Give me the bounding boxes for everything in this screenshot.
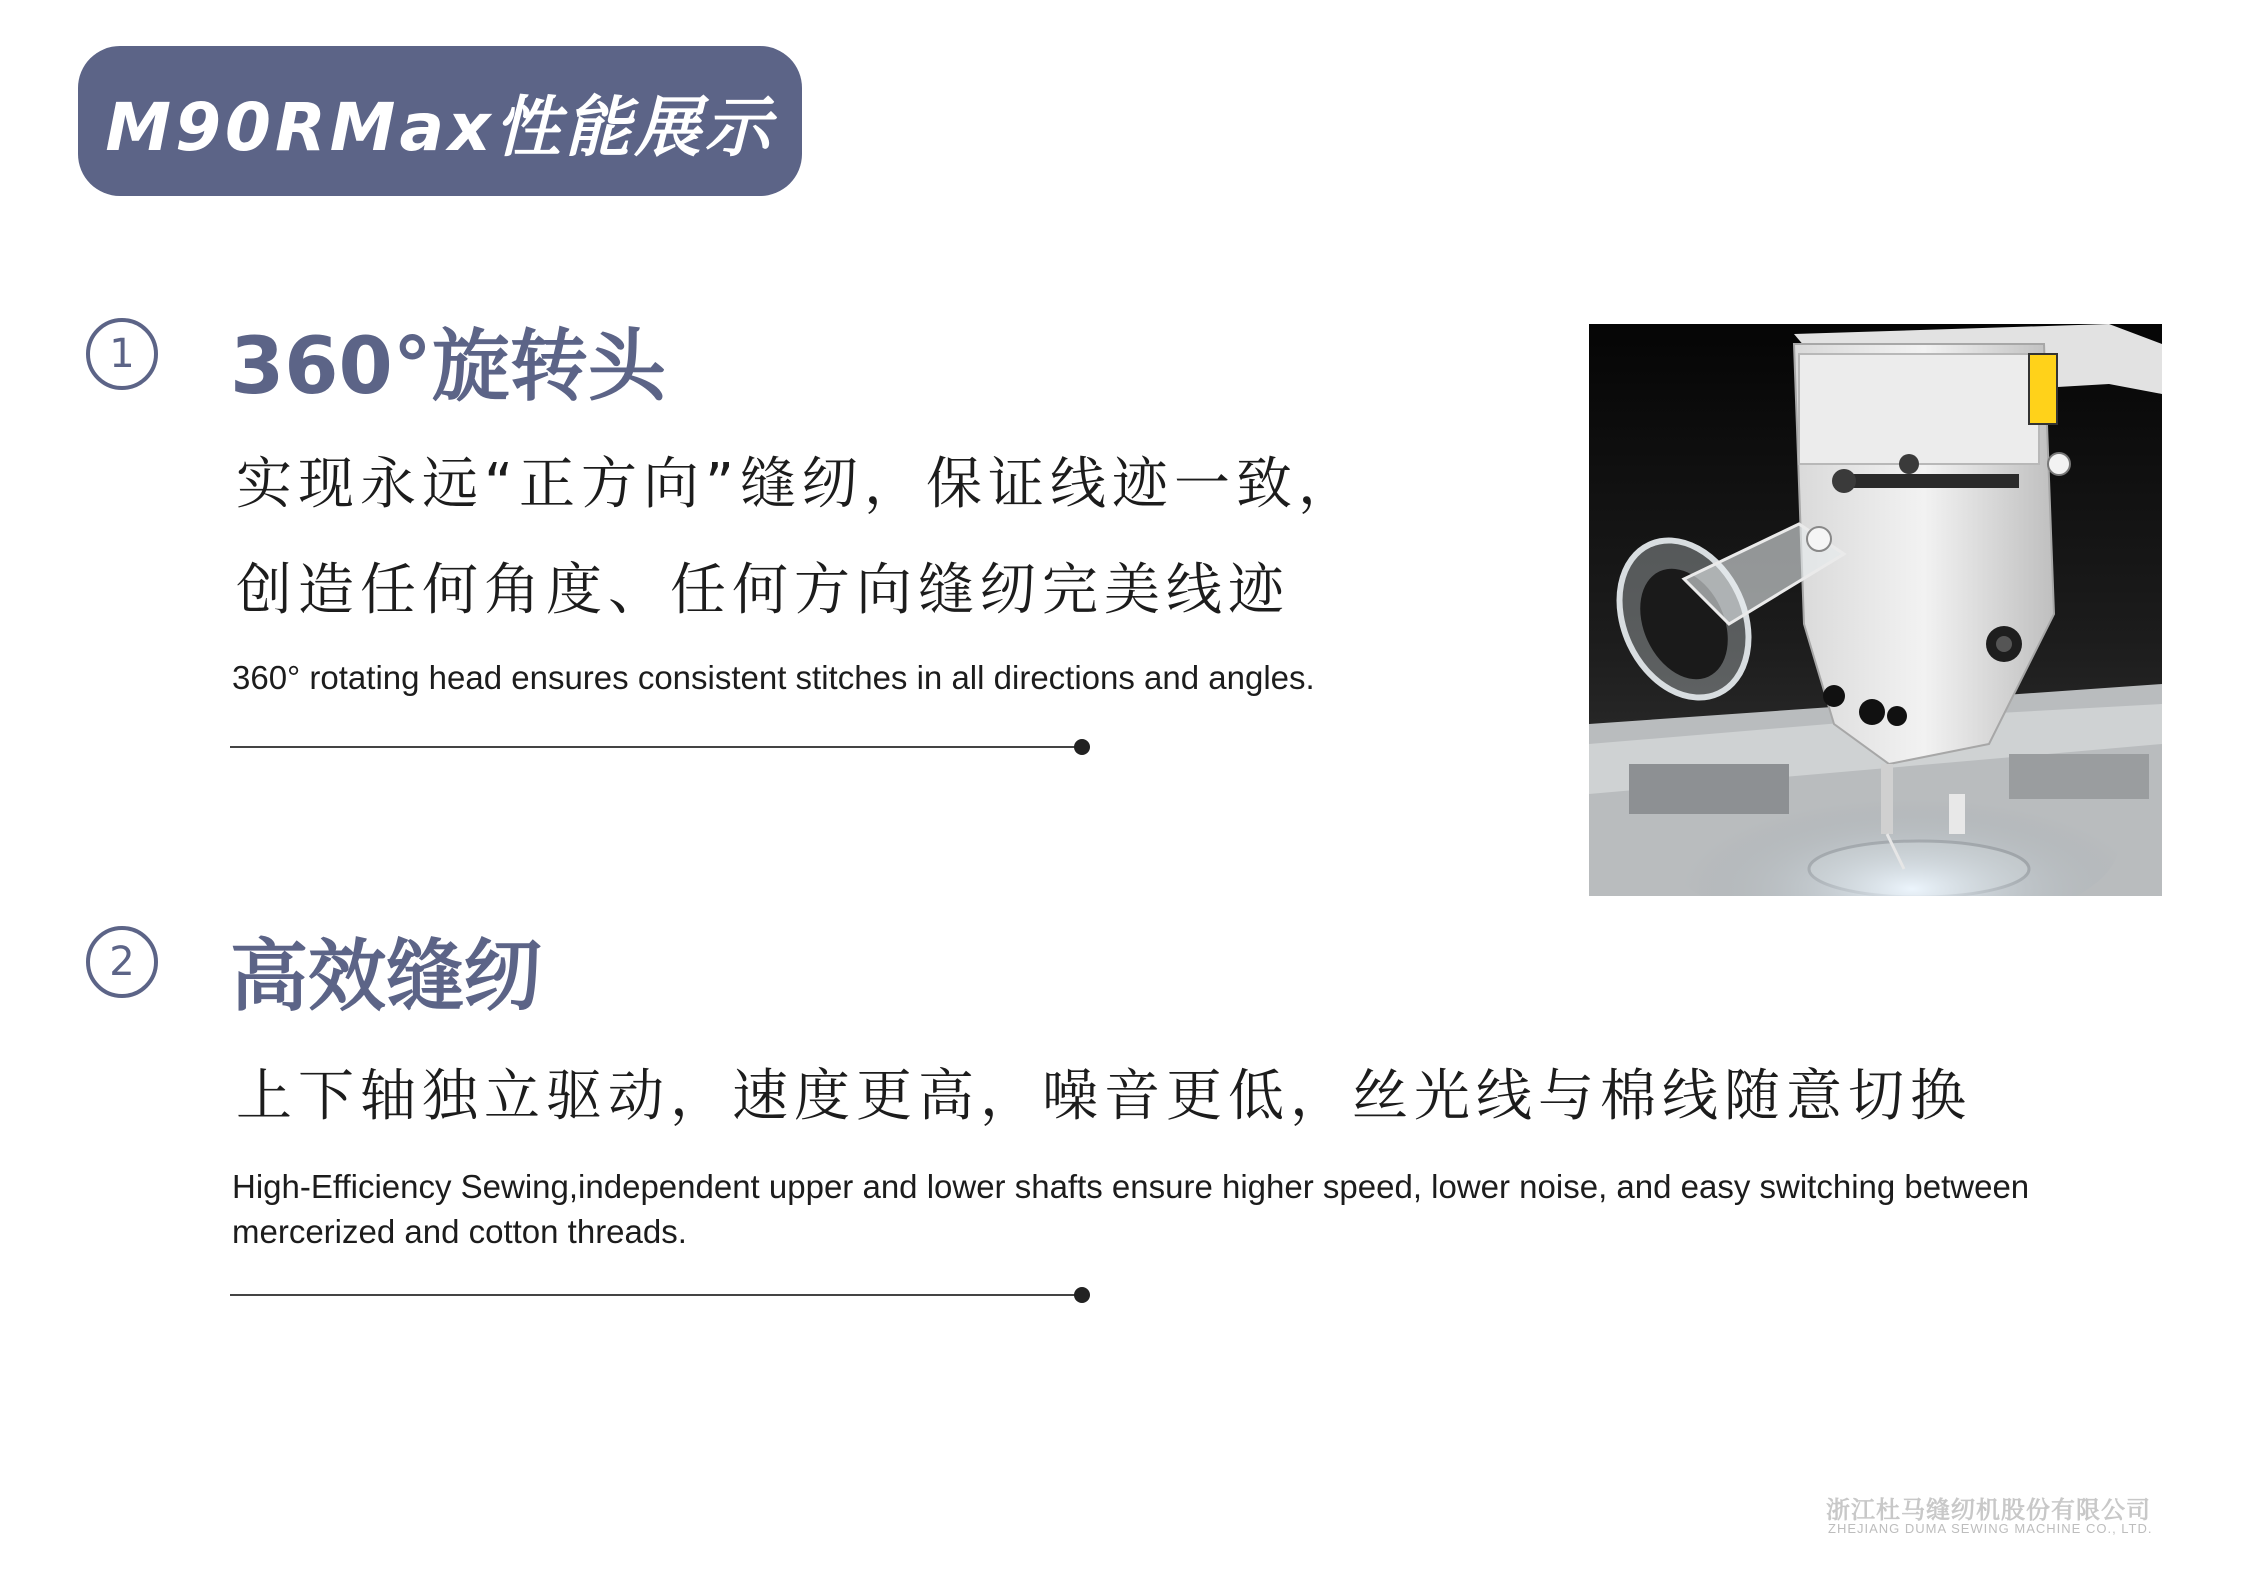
- company-name-cn: 浙江杜马缝纫机股份有限公司: [1826, 1496, 2151, 1524]
- section-2-number-badge: [86, 926, 158, 998]
- section-2-heading: 高效缝纫: [230, 932, 543, 1022]
- section-1-english-text: 360° rotating head ensures consistent stitches in all directions and angles.: [232, 659, 1315, 696]
- page-title-badge: [78, 46, 802, 196]
- company-name-en: ZHEJIANG DUMA SEWING MACHINE CO., LTD.: [1828, 1521, 2153, 1536]
- section-1-number-badge: [86, 318, 158, 390]
- section-2-english-text: High-Efficiency Sewing,independent upper and lower shafts ensure higher speed, lower noise, and easy switching between mercerized and cotton threads.: [232, 1168, 2030, 1250]
- section-2-number: 2: [109, 939, 135, 985]
- section-2-divider: [230, 1294, 1082, 1296]
- sewing-machine-photo: [1589, 324, 2162, 896]
- section-1-divider: [230, 746, 1082, 748]
- section-1-cn-line-1: 实现永远“正方向”缝纫，保证线迹一致，: [236, 452, 1361, 517]
- section-1-heading: 360°旋转头: [230, 322, 666, 412]
- section-1-cn-line-2: 创造任何角度、任何方向缝纫完美线迹: [236, 558, 1290, 623]
- page-title: M90RMax性能展示: [105, 88, 775, 166]
- divider-dot-icon: [1074, 739, 1090, 755]
- section-1-number: 1: [109, 331, 135, 377]
- section-2-cn-line-1: 上下轴独立驱动，速度更高，噪音更低，丝光线与棉线随意切换: [236, 1064, 1972, 1129]
- divider-dot-icon: [1074, 1287, 1090, 1303]
